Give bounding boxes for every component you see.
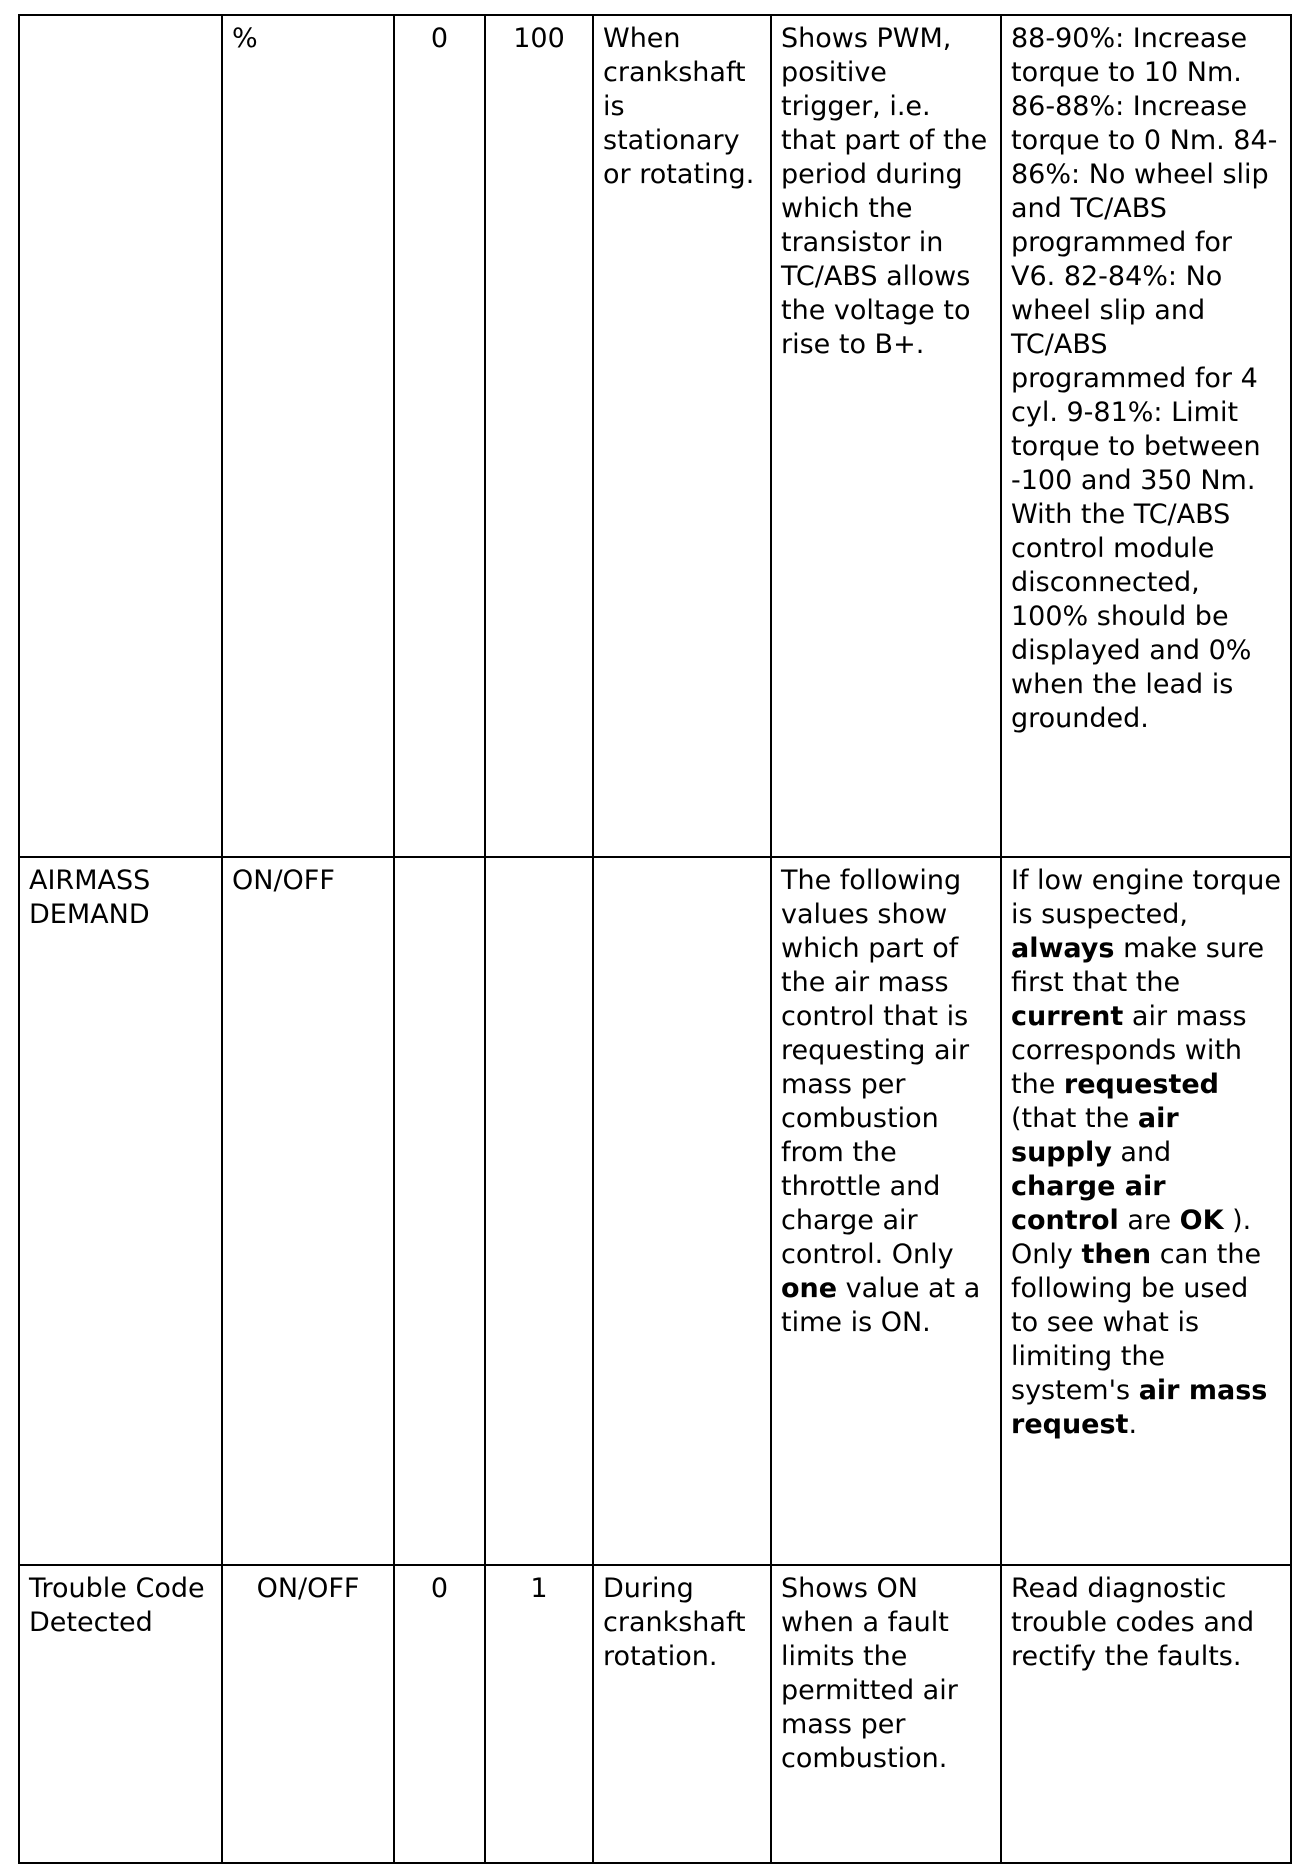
table-row — [19, 15, 1291, 857]
remarks-text-bold: charge air control — [1011, 1171, 1175, 1236]
unit-cell: ON/OFF — [222, 1565, 394, 1863]
remarks-text: Read diagnostic trouble codes and rectify the faults. — [1011, 1573, 1263, 1672]
remarks-text-bold: air supply — [1011, 1103, 1189, 1168]
remarks-text: can the following be used to see what is limiting the system's — [1011, 1239, 1270, 1406]
description-text: The following values show which part of the air mass control that is requesting air mass per combustion from the throttle and charge air control. Only — [781, 865, 978, 1270]
min-value-cell: 0 — [394, 15, 485, 857]
remarks-cell — [1001, 857, 1291, 1565]
remarks-text: air mass corresponds with the — [1011, 1001, 1256, 1100]
max-value-cell: 1 — [485, 1565, 593, 1863]
condition-cell — [593, 857, 771, 1565]
remarks-text: If low engine torque is suspected, — [1011, 865, 1290, 930]
remarks-text: 88-90%: Increase torque to 10 Nm. 86-88%: Increase torque to 0 Nm. 84-86%: No wheel slip and TC/ABS programmed for V6. 82-84%: No wheel slip and TC/ABS programmed for 4 cyl. 9-81%: Limit torque to between -100 and 350 Nm. With the TC/ABS control module disconnected, 100% should be displayed and 0% when the lead is grounded. — [1011, 23, 1278, 734]
parameter-name-cell: AIRMASS DEMAND — [19, 857, 222, 1565]
parameter-table — [18, 14, 1292, 1864]
remarks-text-bold: then — [1081, 1239, 1152, 1270]
unit-cell: ON/OFF — [222, 857, 394, 1565]
remarks-text: and — [1111, 1137, 1180, 1168]
min-value-cell: 0 — [394, 1565, 485, 1863]
max-value-cell: 100 — [485, 15, 593, 857]
remarks-text: . — [1128, 1409, 1138, 1440]
table-row — [19, 1565, 1291, 1863]
remarks-cell — [1001, 15, 1291, 857]
description-cell — [771, 857, 1001, 1565]
max-value-cell — [485, 857, 593, 1565]
remarks-cell — [1001, 1565, 1291, 1863]
remarks-text-bold: air mass request — [1011, 1375, 1277, 1440]
table-row — [19, 857, 1291, 1565]
condition-cell: During crankshaft rotation. — [593, 1565, 771, 1863]
remarks-text: (that the — [1011, 1069, 1228, 1134]
description-text-bold: one — [781, 1273, 838, 1304]
description-cell — [771, 1565, 1001, 1863]
remarks-text: are — [1118, 1205, 1180, 1236]
parameter-name-cell: Trouble Code Detected — [19, 1565, 222, 1863]
description-text: Shows PWM, positive trigger, i.e. that part of the period during which the transistor in TC/ABS allows the voltage to rise to B+. — [781, 23, 996, 360]
remarks-text-bold: requested — [1063, 1069, 1220, 1100]
description-cell — [771, 15, 1001, 857]
remarks-text-bold: OK — [1179, 1205, 1224, 1236]
remarks-text-bold: current — [1011, 1001, 1124, 1032]
min-value-cell — [394, 857, 485, 1565]
remarks-text-bold: always — [1011, 933, 1115, 964]
description-text: value at a time is ON. — [781, 1273, 989, 1338]
condition-cell: When crankshaft is stationary or rotating. — [593, 15, 771, 857]
unit-cell: % — [222, 15, 394, 857]
remarks-text: ). Only — [1011, 1205, 1260, 1270]
remarks-text: make sure first that the — [1011, 933, 1273, 998]
parameter-name-cell — [19, 15, 222, 857]
description-text: Shows ON when a fault limits the permitted air mass per combustion. — [781, 1573, 967, 1774]
